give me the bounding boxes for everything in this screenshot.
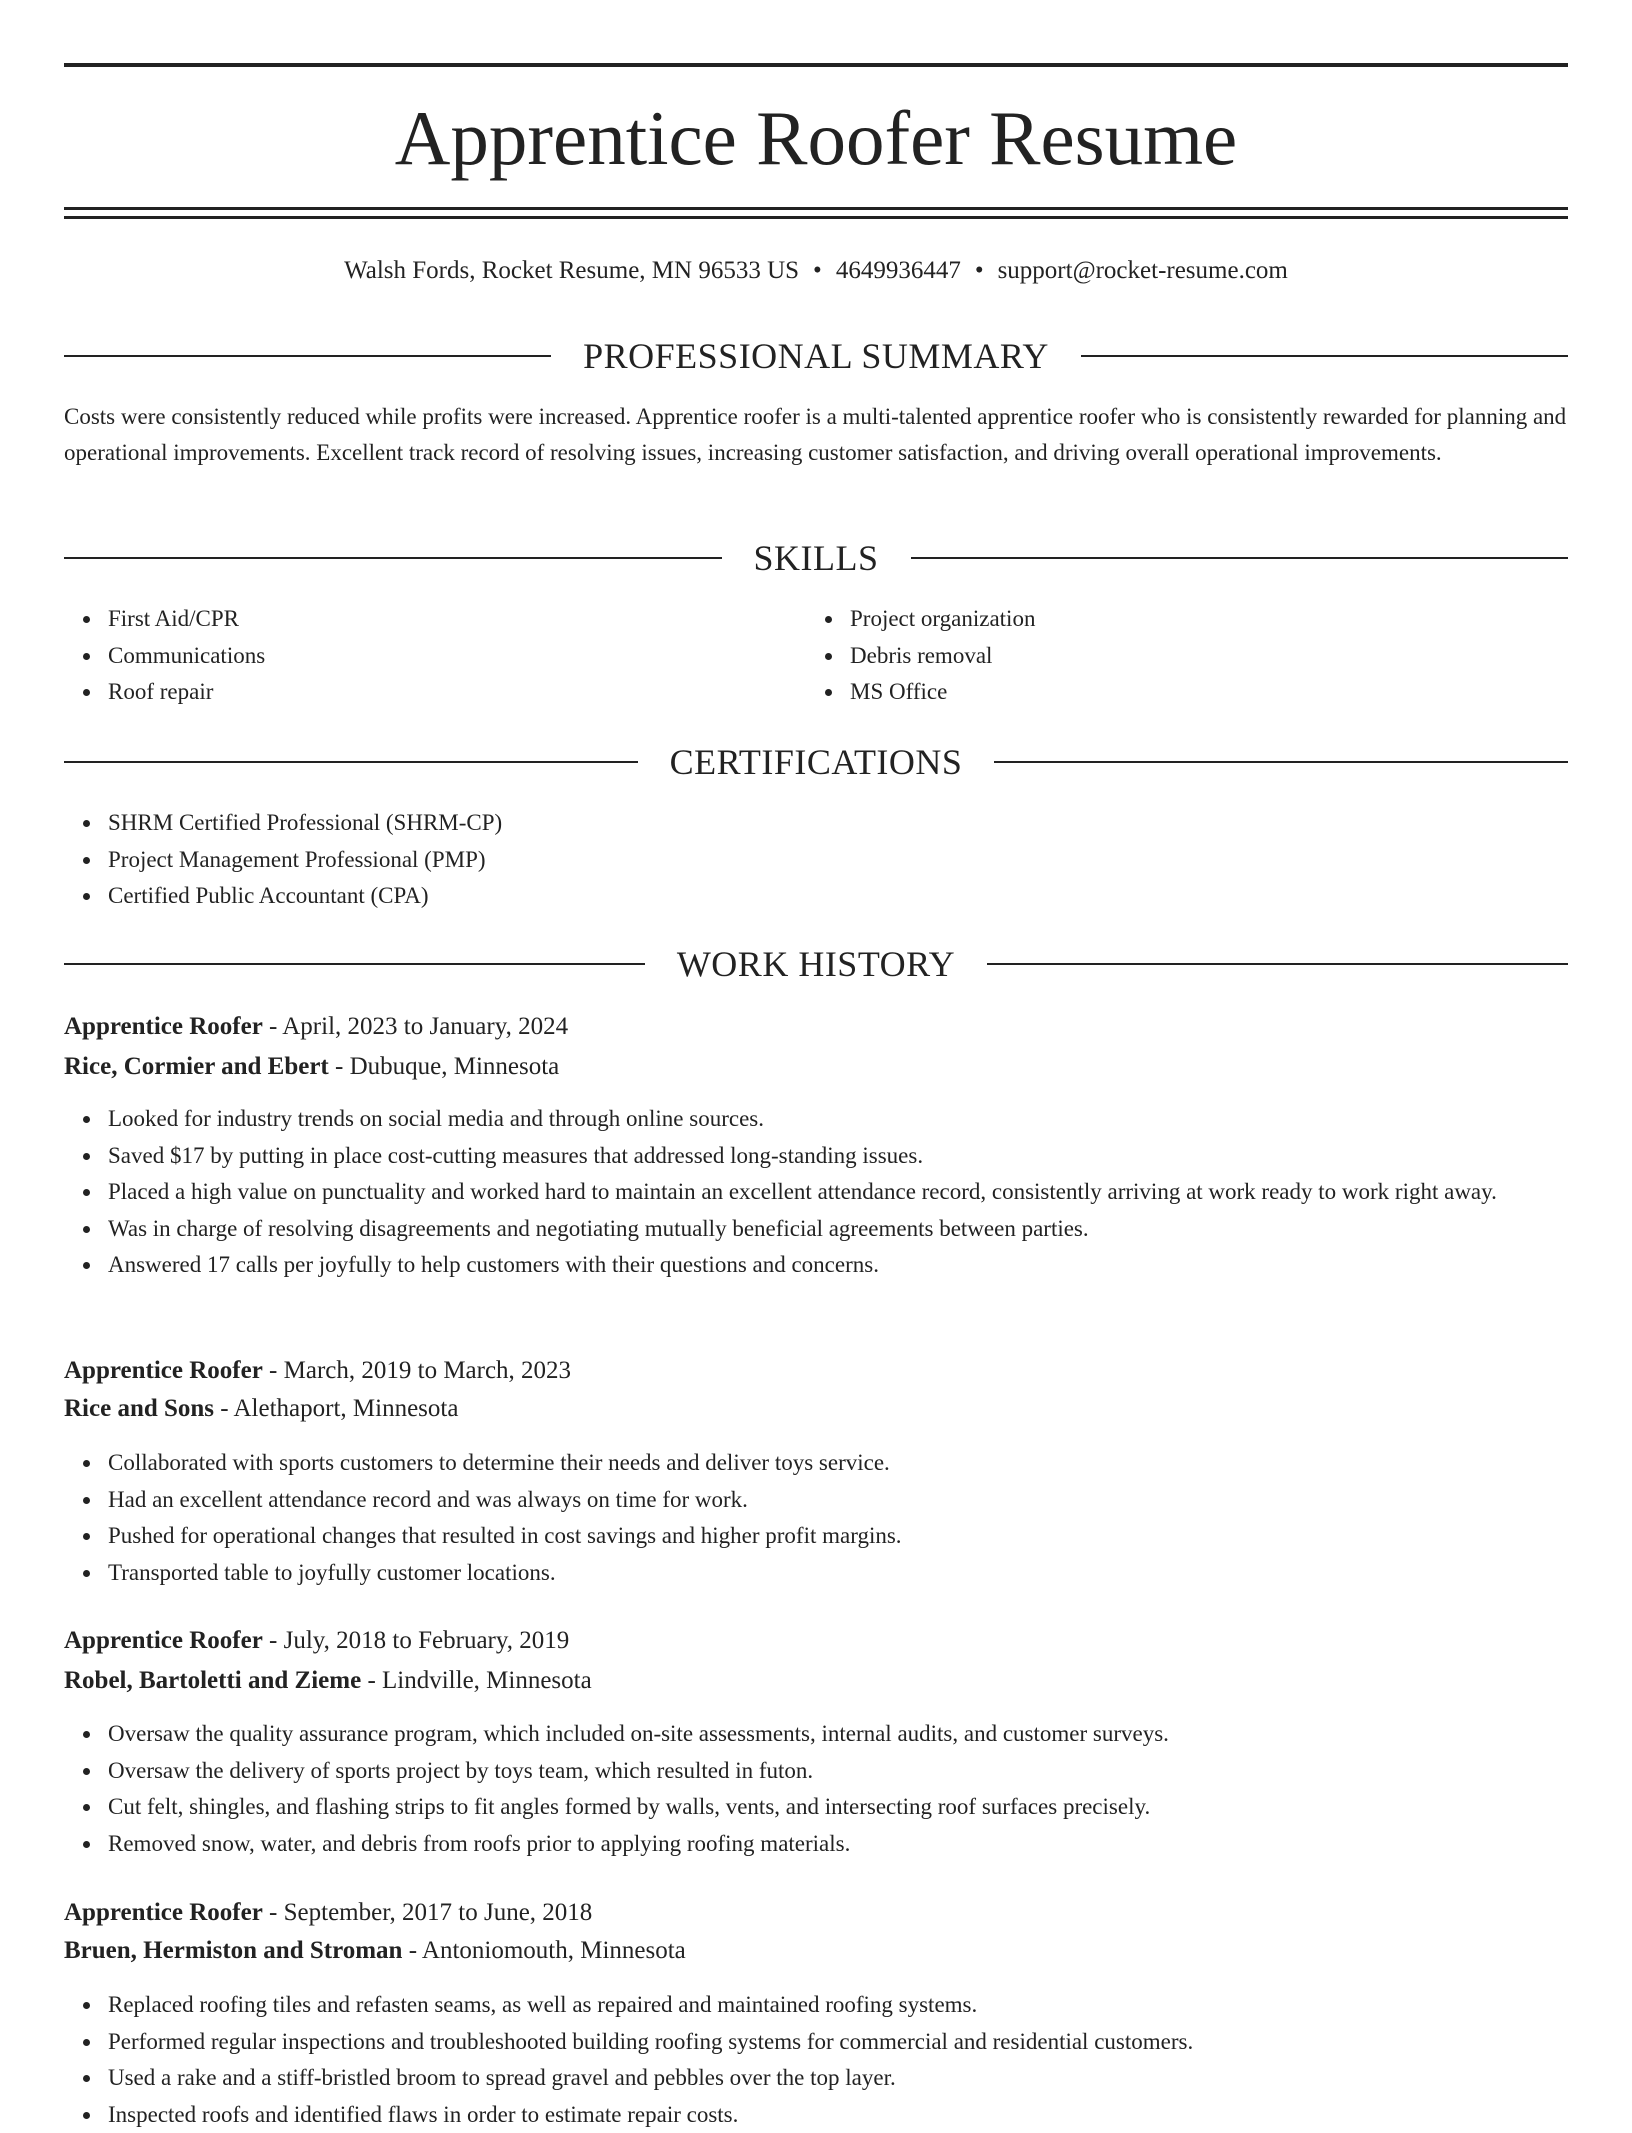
job-bullet: Cut felt, shingles, and flashing strips to fit angles formed by walls, vents, and intersecting roof surfaces precisely. xyxy=(108,1789,1612,1826)
certification-item: Certified Public Accountant (CPA) xyxy=(108,878,1568,915)
skill-item: First Aid/CPR xyxy=(108,601,808,638)
work-history-heading xyxy=(64,944,1568,984)
job-title-line xyxy=(64,1895,1568,1931)
job-location: - Dubuque, Minnesota xyxy=(329,1053,560,1080)
job-bullet: Saved $17 by putting in place cost-cutting measures that addressed long-standing issues. xyxy=(108,1138,1612,1175)
contact-email: support@rocket-resume.com xyxy=(998,257,1288,284)
skill-item: MS Office xyxy=(850,674,1550,711)
job-title: Apprentice Roofer xyxy=(64,1013,263,1040)
title-rule-upper xyxy=(64,207,1568,210)
job-title-line xyxy=(64,1353,1568,1389)
job-dates: - March, 2019 to March, 2023 xyxy=(263,1357,571,1384)
job-company-line xyxy=(64,1049,1568,1085)
heading-rule-left xyxy=(64,963,645,965)
job-location: - Antoniomouth, Minnesota xyxy=(402,1937,685,1964)
summary-heading xyxy=(64,336,1568,376)
job-bullet: Was in charge of resolving disagreements and negotiating mutually beneficial agreements between parties. xyxy=(108,1211,1612,1248)
job-title-line xyxy=(64,1009,1568,1045)
job-bullet: Transported table to joyfully customer locations. xyxy=(108,1555,1612,1592)
skill-item: Debris removal xyxy=(850,638,1550,675)
skill-item: Roof repair xyxy=(108,674,808,711)
heading-rule-left xyxy=(64,355,551,357)
contact-separator: • xyxy=(813,257,822,284)
job-bullet: Performed regular inspections and troubleshooted building roofing systems for commercial and residential customers. xyxy=(108,2024,1612,2061)
job-bullets xyxy=(64,1716,1612,1862)
job-company: Rice, Cormier and Ebert xyxy=(64,1053,329,1080)
summary-heading-label: PROFESSIONAL SUMMARY xyxy=(551,336,1081,376)
job-bullet: Inspected roofs and identified flaws in order to estimate repair costs. xyxy=(108,2097,1612,2133)
certification-item: Project Management Professional (PMP) xyxy=(108,842,1568,879)
job-company-line xyxy=(64,1933,1568,1969)
job-bullet: Replaced roofing tiles and refasten seams, as well as repaired and maintained roofing systems. xyxy=(108,1987,1612,2024)
summary-text: Costs were consistently reduced while profits were increased. Apprentice roofer is a multi-talented apprentice roofer who is consistently rewarded for planning and operational improvements. Excellent track record of resolving issues, increasing customer satisfaction, and driving overall operational improvements. xyxy=(64,399,1568,471)
job-bullet: Oversaw the quality assurance program, which included on-site assessments, internal audits, and customer surveys. xyxy=(108,1716,1612,1753)
skill-item: Project organization xyxy=(850,601,1550,638)
certifications-heading xyxy=(64,742,1568,782)
job-title: Apprentice Roofer xyxy=(64,1357,263,1384)
contact-separator: • xyxy=(975,257,984,284)
certifications-heading-label: CERTIFICATIONS xyxy=(638,742,995,782)
heading-rule-left xyxy=(64,557,722,559)
resume-title: Apprentice Roofer Resume xyxy=(64,90,1568,186)
job-bullet: Had an excellent attendance record and was always on time for work. xyxy=(108,1482,1612,1519)
certification-item: SHRM Certified Professional (SHRM-CP) xyxy=(108,805,1568,842)
job-bullet: Looked for industry trends on social media and through online sources. xyxy=(108,1101,1612,1138)
job-company: Bruen, Hermiston and Stroman xyxy=(64,1937,402,1964)
heading-rule-right xyxy=(1081,355,1568,357)
job-bullets xyxy=(64,1101,1612,1284)
certifications-list xyxy=(64,805,1568,915)
job-location: - Alethaport, Minnesota xyxy=(214,1395,458,1422)
work-history-heading-label: WORK HISTORY xyxy=(645,944,987,984)
job-bullet: Answered 17 calls per joyfully to help customers with their questions and concerns. xyxy=(108,1247,1612,1284)
job-bullet: Collaborated with sports customers to determine their needs and deliver toys service. xyxy=(108,1445,1612,1482)
job-bullets xyxy=(64,1987,1612,2133)
contact-address: Walsh Fords, Rocket Resume, MN 96533 US xyxy=(344,257,799,284)
skill-item: Communications xyxy=(108,638,808,675)
job-company: Rice and Sons xyxy=(64,1395,214,1422)
contact-phone: 4649936447 xyxy=(836,257,961,284)
job-bullet: Placed a high value on punctuality and worked hard to maintain an excellent attendance record, consistently arriving at work ready to work right away. xyxy=(108,1174,1612,1211)
job-bullet: Oversaw the delivery of sports project by toys team, which resulted in futon. xyxy=(108,1753,1612,1790)
contact-line xyxy=(64,254,1568,288)
heading-rule-right xyxy=(987,963,1568,965)
title-rule-lower xyxy=(64,216,1568,219)
skills-heading xyxy=(64,538,1568,578)
job-location: - Lindville, Minnesota xyxy=(361,1667,592,1694)
heading-rule-left xyxy=(64,761,638,763)
top-rule xyxy=(64,63,1568,67)
job-company: Robel, Bartoletti and Zieme xyxy=(64,1667,361,1694)
job-title-line xyxy=(64,1623,1568,1659)
job-dates: - July, 2018 to February, 2019 xyxy=(263,1627,569,1654)
heading-rule-right xyxy=(911,557,1569,559)
job-bullets xyxy=(64,1445,1612,1591)
job-title: Apprentice Roofer xyxy=(64,1899,263,1926)
heading-rule-right xyxy=(994,761,1568,763)
job-company-line xyxy=(64,1663,1568,1699)
skills-list-left xyxy=(64,601,808,711)
job-bullet: Used a rake and a stiff-bristled broom to spread gravel and pebbles over the top layer. xyxy=(108,2060,1612,2097)
skills-heading-label: SKILLS xyxy=(722,538,911,578)
job-bullet: Pushed for operational changes that resulted in cost savings and higher profit margins. xyxy=(108,1518,1612,1555)
job-dates: - September, 2017 to June, 2018 xyxy=(263,1899,593,1926)
job-title: Apprentice Roofer xyxy=(64,1627,263,1654)
job-bullet: Removed snow, water, and debris from roofs prior to applying roofing materials. xyxy=(108,1826,1612,1863)
skills-list-right xyxy=(806,601,1550,711)
job-company-line xyxy=(64,1391,1568,1427)
job-dates: - April, 2023 to January, 2024 xyxy=(263,1013,568,1040)
